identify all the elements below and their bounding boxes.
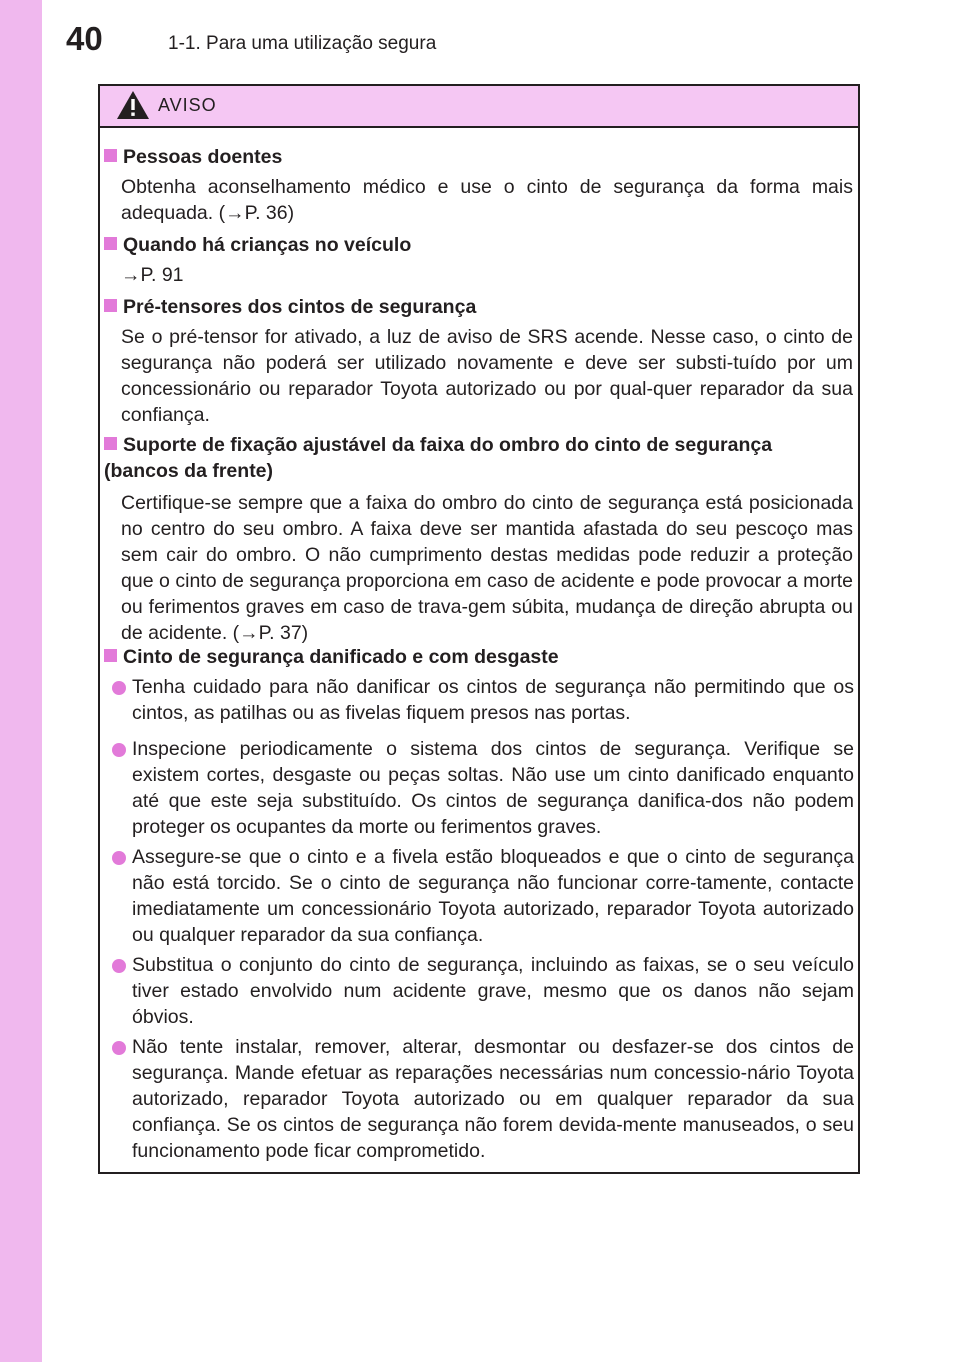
- side-color-strip: [0, 0, 42, 1362]
- round-bullet-icon: [112, 959, 126, 973]
- section-heading: Suporte de fixação ajustável da faixa do ombro do cinto de segurança (bancos da frente): [104, 434, 773, 482]
- page-number: 40: [66, 20, 103, 57]
- section-body: Se o pré-tensor for ativado, a luz de aviso de SRS acende. Nesse caso, o cinto de segurança não poderá ser utilizado novamente e deve ser substi-tuído por um concessionário ou reparador Toyota autorizado ou por qual-quer reparador da sua confiança.: [121, 326, 853, 426]
- list-item-text: Assegure-se que o cinto e a fivela estão bloqueados e que o cinto de segurança não está torcido. Se o cinto de segurança não funcionar corre-tamente, contacte imediatamente um concessionário Toyota autorizado, reparador Toyota autorizado ou qualquer reparador da sua confiança.: [132, 846, 854, 946]
- section-body: Obtenha aconselhamento médico e use o cinto de segurança da forma mais adequada. (→P. 36): [121, 176, 853, 224]
- square-bullet-icon: [104, 437, 117, 450]
- warning-triangle-icon: [116, 90, 150, 120]
- section-body: Certifique-se sempre que a faixa do ombro do cinto de segurança está posicionada no centro do seu ombro. A faixa deve ser mantida afastada do seu pescoço mas sem cair do ombro. O não cumprimento destas medidas pode reduzir a proteção que o cinto de segurança proporciona em caso de acidente e pode provocar a morte ou ferimentos graves em caso de trava-gem súbita, mudança de direção abrupta ou de acidente. (→P. 37): [121, 492, 853, 644]
- list-item-text: Inspecione periodicamente o sistema dos cintos de segurança. Verifique se existem cortes, desgaste ou peças soltas. Não use um cinto danificado enquanto até que este seja substituído. Os cintos de segurança danifica-dos não podem proteger os ocupantes da morte ou ferimentos graves.: [132, 738, 854, 838]
- warning-label: AVISO: [158, 95, 217, 115]
- list-item-text: Não tente instalar, remover, alterar, desmontar ou desfazer-se dos cintos de segurança. Mande efetuar as reparações necessárias num concessio-nário Toyota autorizado, reparador Toyota autorizado ou em qualquer reparador da sua confiança. Se os cintos de segurança não forem devida-mente manuseados, o seu funcionamento pode ficar comprometido.: [132, 1036, 854, 1162]
- section-title: 1-1. Para uma utilização segura: [168, 33, 437, 54]
- square-bullet-icon: [104, 149, 117, 162]
- warning-header: [100, 86, 858, 128]
- round-bullet-icon: [112, 851, 126, 865]
- section-heading: Cinto de segurança danificado e com desgaste: [104, 644, 559, 670]
- round-bullet-icon: [112, 743, 126, 757]
- warning-box: [98, 84, 860, 1174]
- section-heading: Quando há crianças no veículo: [104, 232, 411, 258]
- list-item-text: Substitua o conjunto do cinto de segurança, incluindo as faixas, se o seu veículo tiver estado envolvido num acidente grave, mesmo que os danos não sejam óbvios.: [132, 954, 854, 1028]
- square-bullet-icon: [104, 237, 117, 250]
- round-bullet-icon: [112, 681, 126, 695]
- square-bullet-icon: [104, 299, 117, 312]
- section-body: →P. 91: [121, 264, 184, 286]
- section-heading: Pré-tensores dos cintos de segurança: [104, 294, 476, 320]
- square-bullet-icon: [104, 649, 117, 662]
- section-heading: Pessoas doentes: [104, 144, 282, 170]
- list-item-text: Tenha cuidado para não danificar os cintos de segurança não permitindo que os cintos, as patilhas ou as fivelas fiquem presos nas portas.: [132, 676, 854, 724]
- round-bullet-icon: [112, 1041, 126, 1055]
